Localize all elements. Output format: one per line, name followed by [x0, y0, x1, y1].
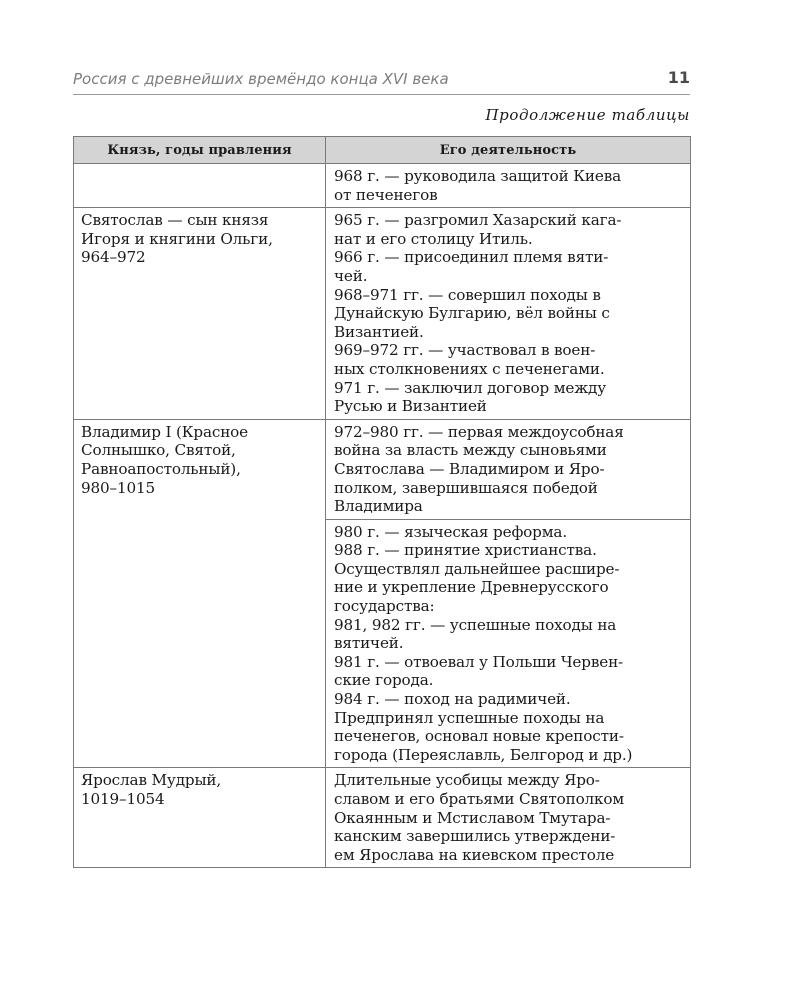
table-header-row [74, 137, 691, 164]
column-header-deeds: Его деятельность [326, 137, 691, 164]
deeds-cell: Длительные усобицы между Яро- славом и его братьями Святополком Окаянным и Мстиславом Тмутара- канским завершились утверждени- ем Ярослава на киевском престоле [326, 768, 691, 868]
deeds-cell: 968 г. — руководила защитой Киева от печенегов [326, 164, 691, 208]
table-row [74, 768, 691, 868]
prince-cell: Владимир I (Красное Солнышко, Святой, Равноапостольный), 980–1015 [74, 419, 326, 768]
prince-cell [74, 164, 326, 208]
book-title: Россия с древнейших времёндо конца XVI века [73, 70, 449, 88]
princes-table [73, 136, 691, 868]
prince-cell: Святослав — сын князя Игоря и княгини Ольги, 964–972 [74, 208, 326, 420]
column-header-prince: Князь, годы правления [74, 137, 326, 164]
page-number: 11 [667, 68, 690, 87]
table-row [74, 419, 691, 519]
deeds-cell: 965 г. — разгромил Хазарский кага- нат и его столицу Итиль. 966 г. — присоединил племя вяти- чей. 968–971 гг. — совершил походы в Дунайскую Булгарию, вёл войны с Византией. 969–972 гг. — участвовал в воен- ных столкновениях с печенегами. 971 г. — заключил договор между Русью и Византией [326, 208, 691, 420]
deeds-cell: 972–980 гг. — первая междоусобная война за власть между сыновьями Святослава — Владимиром и Яро- полком, завершившаяся победой Владимира [326, 419, 691, 519]
prince-cell: Ярослав Мудрый, 1019–1054 [74, 768, 326, 868]
table-row [74, 208, 691, 420]
deeds-cell: 980 г. — языческая реформа. 988 г. — принятие христианства. Осуществлял дальнейшее расшире- ние и укрепление Древнерусского государства: 981, 982 гг. — успешные походы на вятичей. 981 г. — отвоевал у Польши Червен- ские города. 984 г. — поход на радимичей. Предпринял успешные походы на печенегов, основал новые крепости- города (Переяславль, Белгород и др.) [326, 519, 691, 768]
table-row [74, 164, 691, 208]
table-continuation-label: Продолжение таблицы [485, 106, 690, 124]
running-head [73, 66, 690, 95]
